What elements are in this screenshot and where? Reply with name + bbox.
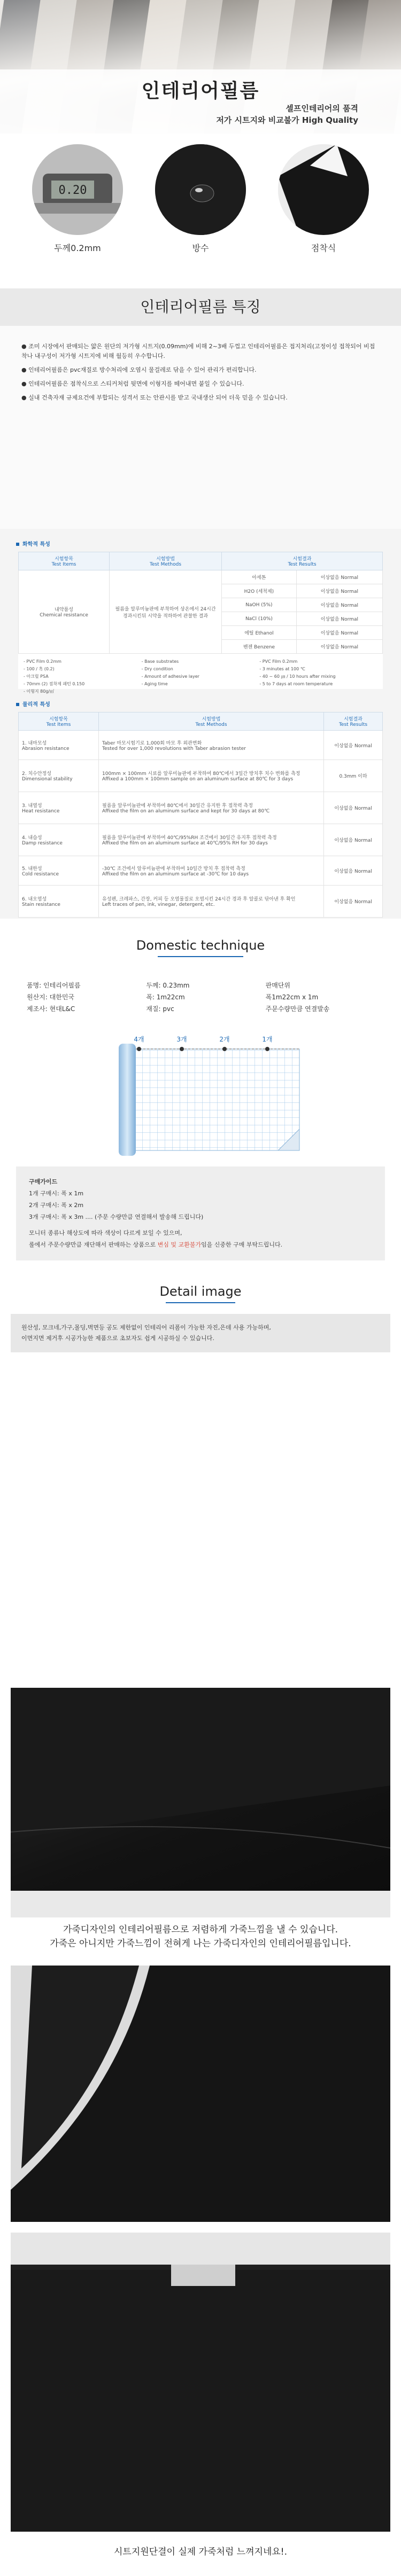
guide-line: 3개 구매시: 폭 x 3m .... (주문 수량만큼 연결해서 발송해 드립니다) bbox=[29, 1213, 204, 1220]
col-header: 시험방법 Test Methods bbox=[99, 712, 324, 731]
reagent: 에틸 Ethanol bbox=[222, 626, 297, 640]
spec-col bbox=[21, 980, 141, 1015]
feature-caption: 두께0.2mm bbox=[54, 243, 101, 253]
cut-label: 3개 bbox=[176, 1036, 187, 1043]
result: 이상없음 Normal bbox=[296, 612, 382, 626]
product-specs bbox=[21, 967, 380, 1028]
intro-section bbox=[0, 288, 401, 529]
test-method: -30℃ 조건에서 알루미늄판에 부착하여 10일간 방치 후 접착력 측정 Affixed the film on an aluminum surface at -30℃ for 10 days bbox=[99, 856, 324, 886]
result: 이상없음 Normal bbox=[324, 731, 383, 760]
physical-label: 물리적 특성 bbox=[0, 691, 401, 712]
leather-caption-1: 가죽디자인의 인테리어필름으로 저렴하게 가죽느낌을 낼 수 있습니다. 가죽은 아니지만 가죽느낌이 전혀게 나는 가죽디자인의 인테리어필름입니다. bbox=[50, 1924, 351, 1949]
domestic-title: Domestic technique bbox=[136, 938, 265, 953]
leather-photo-2 bbox=[11, 1966, 390, 2222]
spec-line: 폭1m22cm x 1m bbox=[265, 993, 319, 1001]
feature-thickness bbox=[27, 144, 128, 254]
test-method: Taber 마모시험기로 1,000회 마모 후 외관변화 Tested for over 1,000 revolutions with Taber abrasion tester bbox=[99, 731, 324, 760]
feature-adhesive bbox=[273, 144, 374, 254]
test-method: 필름을 알루미늄판에 부착하여 80℃에서 30일간 유지한 후 접착력 측정 Affixed the film on an aluminum surface and kept for 30 days at 80℃ bbox=[99, 792, 324, 824]
leather-photo-3 bbox=[11, 2233, 390, 2532]
title-underline bbox=[166, 1302, 235, 1303]
col-header: 시험항목 Test Items bbox=[19, 552, 110, 570]
test-item: 6. 내오염성 Stain resistance bbox=[19, 886, 99, 918]
col-header: 시험항목 Test Items bbox=[19, 712, 99, 731]
test-method: 필름을 알루미늄판에 부착하여 40℃/95%RH 조건에서 30일간 유지후 접착력 측정 Affixed the film on an aluminum surface at 40℃/95% RH for 30 days bbox=[99, 824, 324, 856]
col-header: 시험결과 Test Results bbox=[324, 712, 383, 731]
chemical-section bbox=[0, 529, 401, 694]
spec-line: 재질: pvc bbox=[146, 1005, 174, 1013]
result: 이상없음 Normal bbox=[296, 570, 382, 584]
test-item: 1. 내마모성 Abrasion resistance bbox=[19, 731, 99, 760]
guide-line: 1개 구매시: 폭 x 1m bbox=[29, 1190, 84, 1197]
guide-note: 롤에서 주문수량만큼 재단해서 판매하는 상품으로 변심 및 교환불가임을 신중한 구매 부탁드립니다. bbox=[29, 1241, 283, 1248]
reagent: NaCl (10%) bbox=[222, 612, 297, 626]
svg-text:0.20: 0.20 bbox=[58, 184, 87, 197]
test-item: 4. 내습성 Damp resistance bbox=[19, 824, 99, 856]
intro-title-bar bbox=[0, 288, 401, 326]
result: 이상없음 Normal bbox=[324, 824, 383, 856]
legend-col: - PVC Film 0.2mm - 100 / 흑 (0.2) - 아크릴 PSA - 70mm (2) 점착제 패턴 0.150 - 이형지 80g/㎡ bbox=[24, 659, 85, 694]
grid-sheet bbox=[128, 1049, 299, 1150]
water-drop-icon bbox=[155, 144, 246, 235]
cut-label: 4개 bbox=[134, 1036, 144, 1043]
col-header: 시험결과 Test Results bbox=[222, 552, 383, 570]
warning-text: 변심 및 교환불가 bbox=[157, 1241, 202, 1248]
physical-table bbox=[18, 712, 383, 918]
leather-photo-1 bbox=[11, 1688, 390, 1917]
feature-caption: 방수 bbox=[192, 243, 209, 253]
cut-label: 1개 bbox=[262, 1036, 273, 1043]
col-header: 시험방법 Test Methods bbox=[110, 552, 222, 570]
physical-table-wrap bbox=[18, 712, 383, 918]
spec-line: 품명: 인테리어필름 bbox=[27, 982, 81, 989]
result: 이상없음 Normal bbox=[296, 626, 382, 640]
chemical-label: 화학적 특성 bbox=[0, 531, 401, 552]
chemical-legend bbox=[18, 654, 383, 700]
domestic-header bbox=[0, 919, 401, 967]
hero-subtitle-2: 저가 시트지와 비교불가 High Quality bbox=[216, 115, 358, 125]
reagent: NaOH (5%) bbox=[222, 598, 297, 612]
legend-col: - Base substrates - Dry condition - Amount of adhesive layer - Aging time bbox=[141, 659, 199, 686]
result: 이상없음 Normal bbox=[296, 640, 382, 654]
spec-line: 폭: 1m22cm bbox=[146, 993, 185, 1001]
peel-icon bbox=[278, 144, 369, 235]
intro-bullet: ● 조미 시장에서 판매되는 얇은 원단의 저가형 시트지(0.09mm)에 비해 2~3배 두껍고 인테리어필름은 접지처리(고정이성 접착되어 비접착나 내구성이 저가형 시트지에 비해 월등히 우수합니다. bbox=[21, 343, 375, 359]
legend-col: - PVC Film 0.2mm - 3 minutes at 100 ℃ - 40 ~ 60 ㎛ / 10 hours after mixing - 5 to 7 days at room temperature bbox=[259, 659, 336, 686]
intro-bullets bbox=[0, 326, 401, 403]
guide-title: 구매가이드 bbox=[29, 1178, 58, 1185]
detail-header bbox=[0, 1260, 401, 1314]
spec-line: 두께: 0.23mm bbox=[146, 982, 190, 989]
intro-title: 인테리어필름 특징 bbox=[140, 298, 261, 316]
title-underline bbox=[158, 956, 243, 957]
intro-bullet: ● 인테리어필름은 pvc재질로 방수처리에 오염시 물걸레로 닦을 수 있어 관리가 편리합니다. bbox=[21, 366, 257, 373]
caliper-icon bbox=[32, 144, 123, 235]
intro-bullet: ● 실내 건축자재 규제요건에 부합되는 성격서 또는 안관시를 받고 국내생산 되어 더욱 믿을 수 있습니다. bbox=[21, 394, 288, 401]
feature-caption: 점착식 bbox=[311, 243, 336, 253]
guide-note: 모니터 종류나 해상도에 따라 색상이 다르게 보일 수 있으며, bbox=[29, 1230, 182, 1236]
spec-line: 판매단위 bbox=[265, 982, 291, 989]
spec-line: 원산지: 대한민국 bbox=[27, 993, 75, 1001]
detail-note: 원산성, 모크네,가구,몰딩,벽면등 공도 제한없이 인테리어 리폼이 가능한 자진,은데 사용 가능하며, 이면지면 제거후 시공가능한 제품으로 초보자도 쉽게 시공하실 수 있습니다. bbox=[11, 1314, 390, 1352]
result: 이상없음 Normal bbox=[324, 792, 383, 824]
test-method: 100mm × 100mm 시료를 알루미늄판에 부착하여 80℃에서 3일간 방치후 치수 변화를 측정 Affixed a 100mm × 100mm sample on an aluminum surface at 80℃ for 3 days bbox=[99, 760, 324, 792]
result: 이상없음 Normal bbox=[324, 886, 383, 918]
result: 이상없음 Normal bbox=[324, 856, 383, 886]
detail-title: Detail image bbox=[159, 1284, 242, 1299]
guide-line: 2개 구매시: 폭 x 2m bbox=[29, 1202, 84, 1209]
reagent: 벤젠 Benzene bbox=[222, 640, 297, 654]
purchase-guide bbox=[16, 1166, 385, 1260]
spec-line: 주문수량만큼 연결발송 bbox=[265, 1005, 330, 1013]
chemical-table bbox=[18, 552, 383, 654]
physical-section bbox=[0, 689, 401, 919]
chemical-table-wrap bbox=[18, 552, 383, 700]
cut-label: 2개 bbox=[219, 1036, 230, 1043]
roll-illustration bbox=[0, 1028, 401, 1166]
hero-banner bbox=[0, 0, 401, 134]
test-method: 필름을 알루미늄판에 부착하여 상온에서 24시간 경과시킨뒤 시약을 적하하여 관찰한 결과 bbox=[110, 570, 222, 654]
reagent: H2O (세척제) bbox=[222, 584, 297, 598]
test-method: 유성펜, 크레파스, 간장, 커피 등 오염물질로 오염시킨 24시간 경과 후 알콜로 닦아낸 후 확인 Left traces of pen, ink, vinegar, detergent, etc. bbox=[99, 886, 324, 918]
result: 이상없음 Normal bbox=[296, 584, 382, 598]
film-roll bbox=[119, 1044, 136, 1156]
test-item: 내약품성 Chemical resistance bbox=[19, 570, 110, 654]
feature-circles bbox=[0, 134, 401, 288]
feature-waterproof bbox=[150, 144, 251, 254]
test-item: 3. 내열성 Heat resistance bbox=[19, 792, 99, 824]
hero-title: 인테리어필름 bbox=[141, 80, 260, 102]
result: 0.3mm 이하 bbox=[324, 760, 383, 792]
leather-caption-2: 시트지원단결이 실제 가죽처럼 느껴지네요!. bbox=[113, 2547, 288, 2557]
spec-col bbox=[260, 980, 380, 1015]
roll-diagram bbox=[0, 1028, 401, 1166]
spec-col bbox=[141, 980, 260, 1015]
test-item: 2. 치수안정성 Dimensional stability bbox=[19, 760, 99, 792]
spec-line: 제조사: 현대L&C bbox=[27, 1005, 75, 1013]
reagent: 아세톤 bbox=[222, 570, 297, 584]
result: 이상없음 Normal bbox=[296, 598, 382, 612]
intro-bullet: ● 인테리어필름은 점착식으로 스티커처럼 뒷면에 이형지를 떼어내면 붙일 수 있습니다. bbox=[21, 380, 244, 387]
test-item: 5. 내한성 Cold resistance bbox=[19, 856, 99, 886]
hero-subtitle-1: 셀프인테리어의 품격 bbox=[286, 104, 358, 113]
